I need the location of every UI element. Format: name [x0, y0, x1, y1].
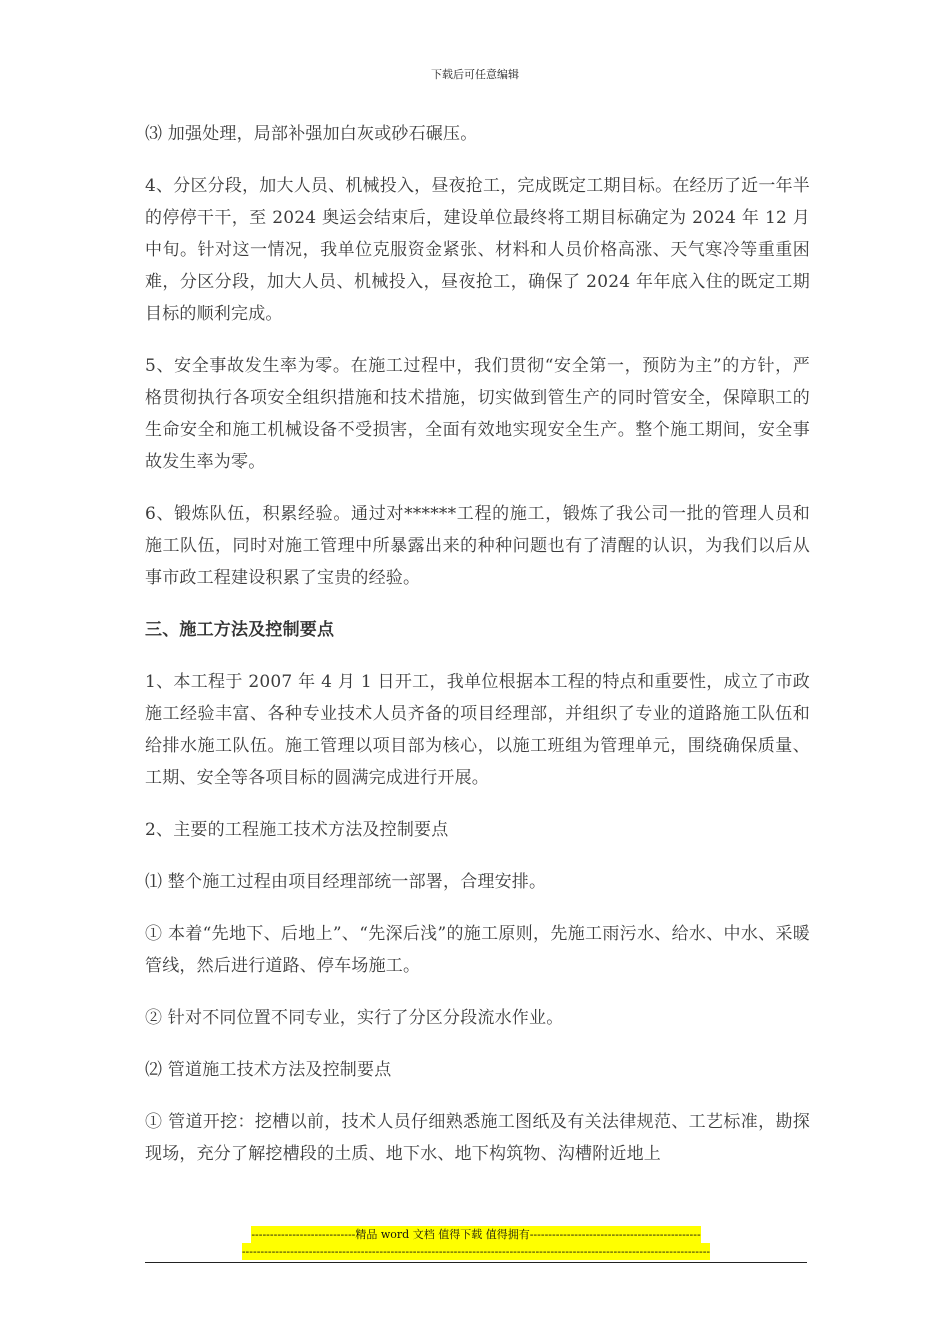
paragraph: 1、本工程于 2007 年 4 月 1 日开工，我单位根据本工程的特点和重要性，成立了市政施工经验丰富、各种专业技术人员齐备的项目经理部，并组织了专业的道路施工队伍和给排水施工队伍。施工管理以项目部为核心，以施工班组为管理单元，围绕确保质量、工期、安全等各项目标的圆满完成进行开展。 [145, 672, 810, 788]
paragraph: ⑶ 加强处理，局部补强加白灰或砂石碾压。 [145, 124, 478, 144]
paragraph: 4、分区分段，加大人员、机械投入，昼夜抢工，完成既定工期目标。在经历了近一年半的停停干干，至 2024 奥运会结束后，建设单位最终将工期目标确定为 2024 年 12 月中旬。针对这一情况，我单位克服资金紧张、材料和人员价格高涨、天气寒冷等重重困难，分区分段，加大人员、机械投入，昼夜抢工，确保了 2024 年年底入住的既定工期目标的顺利完成。 [145, 176, 810, 324]
paragraph: ⑵ 管道施工技术方法及控制要点 [145, 1060, 392, 1080]
paragraph: 6、锻炼队伍，积累经验。通过对******工程的施工，锻炼了我公司一批的管理人员和施工队伍，同时对施工管理中所暴露出来的种种问题也有了清醒的认识，为我们以后从事市政工程建设积累了宝贵的经验。 [145, 504, 810, 588]
paragraph: ① 管道开挖：挖槽以前，技术人员仔细熟悉施工图纸及有关法律规范、工艺标准，勘探现场，充分了解挖槽段的土质、地下水、地下构筑物、沟槽附近地上 [145, 1112, 810, 1164]
paragraph: ① 本着“先地下、后地上”、“先深后浅”的施工原则，先施工雨污水、给水、中水、采暖管线，然后进行道路、停车场施工。 [145, 924, 810, 976]
section-heading: 三、施工方法及控制要点 [145, 620, 335, 640]
footer-rule [145, 1262, 807, 1263]
paragraph: ② 针对不同位置不同专业，实行了分区分段流水作业。 [145, 1008, 564, 1028]
paragraph: ⑴ 整个施工过程由项目经理部统一部署，合理安排。 [145, 872, 547, 892]
page-footer [145, 1226, 807, 1260]
paragraph: 2、主要的工程施工技术方法及控制要点 [145, 820, 449, 840]
footer-dashes: ------------------------------------------------------------------------------------------------------------------------------ [241, 1245, 711, 1258]
footer-banner: ----------------------------精品 word 文档 值得下载 值得拥有---------------------------------------------- [251, 1228, 701, 1241]
document-body [145, 118, 810, 1190]
page-header: 下载后可任意编辑 [431, 68, 519, 81]
paragraph: 5、安全事故发生率为零。在施工过程中，我们贯彻“安全第一，预防为主”的方针，严格贯彻执行各项安全组织措施和技术措施，切实做到管生产的同时管安全，保障职工的生命安全和施工机械设备不受损害，全面有效地实现安全生产。整个施工期间，安全事故发生率为零。 [145, 356, 810, 472]
